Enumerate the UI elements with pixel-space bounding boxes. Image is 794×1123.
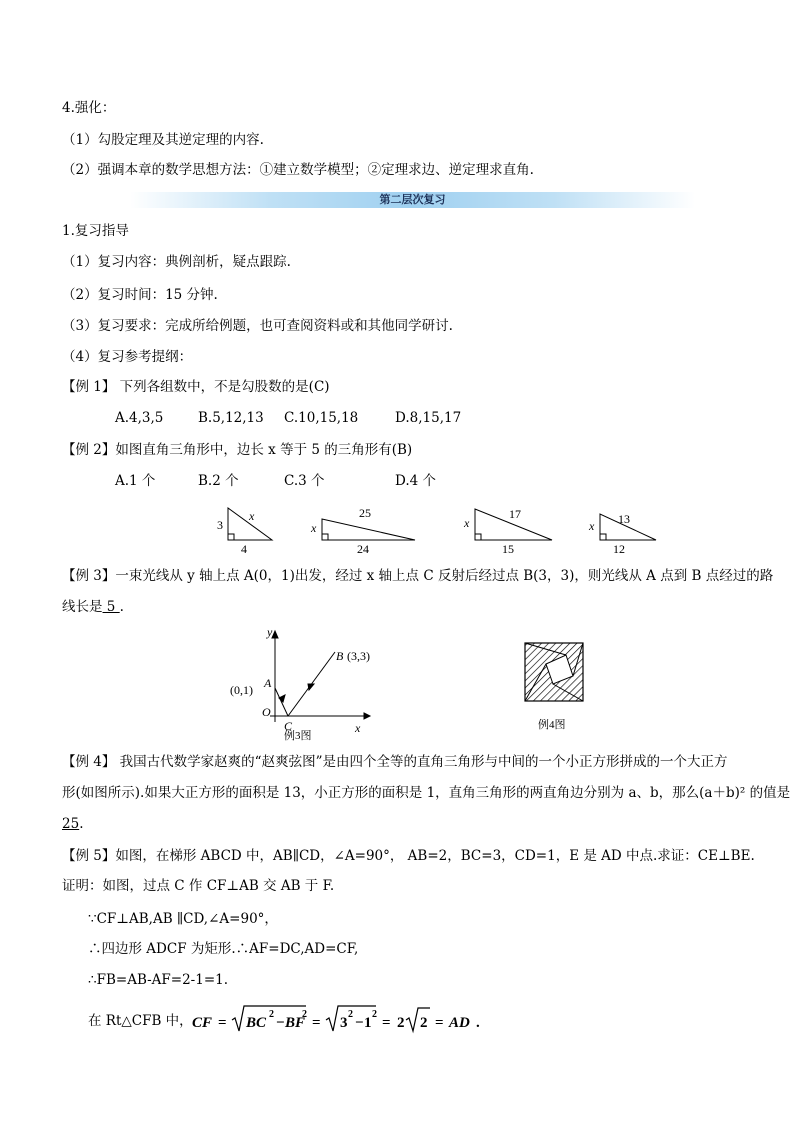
x-axis-arrow <box>364 713 370 719</box>
formula-one: 1 <box>364 1015 372 1031</box>
text: . <box>79 816 84 832</box>
origin-label: O <box>262 705 271 719</box>
point-a-coord: (0,1) <box>230 683 253 697</box>
answer-blank: 5 <box>102 599 120 615</box>
section-heading: 1.复习指导 <box>62 223 129 239</box>
formula-bf: BF <box>285 1015 306 1031</box>
example-5-stem: 【例 5】如图，在梯形 ABCD 中，AB∥CD，∠A=90°， AB=2，BC=3，CD=1，E 是 AD 中点.求证：CE⊥BE. <box>62 848 755 864</box>
option-a: A.4,3,5 <box>115 410 164 426</box>
svg-text:=: = <box>435 1015 444 1031</box>
formula-cf: CF <box>192 1015 213 1031</box>
svg-text:2: 2 <box>302 1009 307 1020</box>
svg-text:−: − <box>355 1015 364 1031</box>
text-line: （1）勾股定理及其逆定理的内容. <box>62 132 264 148</box>
proof-line: ∴FB=AB-AF=2-1=1. <box>88 972 229 988</box>
tri3-left-label: x <box>464 516 470 530</box>
point-a-label: A <box>264 676 272 690</box>
x-label: x <box>355 721 361 735</box>
y-axis-arrow <box>272 631 278 638</box>
option-b: B.2 个 <box>198 473 239 489</box>
svg-text:−: − <box>276 1015 285 1031</box>
example-4-figure <box>518 638 588 742</box>
banner-title: 第二层次复习 <box>379 193 446 206</box>
tri3-hyp-label: 17 <box>509 507 521 521</box>
tri2-left-label: x <box>311 521 317 535</box>
tri1-left-label: 3 <box>217 518 223 532</box>
svg-text:=: = <box>218 1015 227 1031</box>
tri4-hyp-label: 13 <box>618 512 630 526</box>
text-line: （4）复习参考提纲： <box>62 349 193 365</box>
proof-line: ∴四边形 ADCF 为矩形.∴AF=DC,AD=CF, <box>88 941 359 957</box>
text-line: （2）强调本章的数学思想方法：①建立数学模型；②定理求边、逆定理求直角. <box>62 162 534 178</box>
point-c-label: C <box>284 719 293 733</box>
formula-three: 3 <box>340 1015 348 1031</box>
triangles-figure <box>0 500 794 558</box>
option-c: C.3 个 <box>284 473 325 489</box>
tri2-hyp-label: 25 <box>359 506 371 520</box>
tri1-hyp-label: x <box>249 509 255 523</box>
tri3-bottom-label: 15 <box>502 542 514 556</box>
point-b-label: B <box>336 649 344 663</box>
right-angle-mark <box>228 534 234 540</box>
example-3-stem-cont <box>62 598 124 616</box>
option-a: A.1 个 <box>115 473 156 489</box>
svg-text:2: 2 <box>372 1009 377 1020</box>
light-ray-ac <box>275 688 288 716</box>
svg-text:2: 2 <box>348 1009 353 1020</box>
formula-radicand: 2 <box>420 1015 428 1031</box>
proof-line: ∵CF⊥AB,AB ∥CD,∠A=90°， <box>88 911 278 927</box>
pythagorean-formula <box>186 1002 486 1038</box>
text: . <box>119 599 124 615</box>
text: 线长是 <box>62 599 103 615</box>
formula-ad: AD <box>449 1015 470 1031</box>
example-3-figure <box>222 622 382 742</box>
svg-text:=: = <box>312 1015 321 1031</box>
ray-arrow <box>308 684 314 690</box>
text-line: （3）复习要求：完成所给例题，也可查阅资料或和其他同学研讨. <box>62 318 453 334</box>
figure-caption: 例4图 <box>538 719 566 731</box>
example-2-stem: 【例 2】如图直角三角形中，边长 x 等于 5 的三角形有(B) <box>62 442 413 458</box>
text-line: （1）复习内容：典例剖析，疑点跟踪. <box>62 254 291 270</box>
option-d: D.8,15,17 <box>395 410 462 426</box>
example-3-stem: 【例 3】一束光线从 y 轴上点 A(0，1)出发，经过 x 轴上点 C 反射后经过点 B(3，3)，则光线从 A 点到 B 点经过的路 <box>62 568 774 584</box>
option-c: C.10,15,18 <box>284 410 359 426</box>
section-heading: 4.强化： <box>62 100 116 116</box>
example-1-stem: 【例 1】 下列各组数中，不是勾股数的是(C) <box>62 379 330 395</box>
text-line: （2）复习时间：15 分钟. <box>62 287 218 303</box>
proof-line: 证明：如图，过点 C 作 CF⊥AB 交 AB 于 F. <box>62 878 335 894</box>
example-4-answer <box>62 815 83 833</box>
formula-coef: 2 <box>397 1015 405 1031</box>
tri4-left-label: x <box>589 519 595 533</box>
option-d: D.4 个 <box>395 473 437 489</box>
answer-blank: 25 <box>62 816 80 832</box>
ray-arrow <box>279 695 285 702</box>
formula-bc: BC <box>246 1015 267 1031</box>
example-4-stem-cont: 形(如图所示).如果大正方形的面积是 13，小正方形的面积是 1，直角三角形的两直角边分别为 a、b，那么(a＋b)² 的值是 <box>62 785 791 801</box>
svg-text:.: . <box>476 1015 480 1031</box>
option-b: B.5,12,13 <box>198 410 264 426</box>
tri2-bottom-label: 24 <box>357 542 369 556</box>
section-banner <box>130 192 695 208</box>
svg-text:2: 2 <box>269 1009 274 1020</box>
triangle-2 <box>322 519 415 540</box>
right-angle-mark <box>600 534 606 540</box>
svg-text:=: = <box>382 1015 391 1031</box>
figure-caption: 例3图 <box>284 730 312 742</box>
tri4-bottom-label: 12 <box>613 542 625 556</box>
proof-line: 在 Rt△CFB 中， <box>88 1013 193 1029</box>
point-b-coord: (3,3) <box>347 649 370 663</box>
y-label: y <box>267 625 273 639</box>
example-4-stem: 【例 4】 我国古代数学家赵爽的“赵爽弦图”是由四个全等的直角三角形与中间的一个小正方形拼成的一个大正方 <box>62 754 728 770</box>
right-angle-mark <box>322 534 328 540</box>
tri1-bottom-label: 4 <box>241 542 247 556</box>
right-angle-mark <box>475 534 481 540</box>
